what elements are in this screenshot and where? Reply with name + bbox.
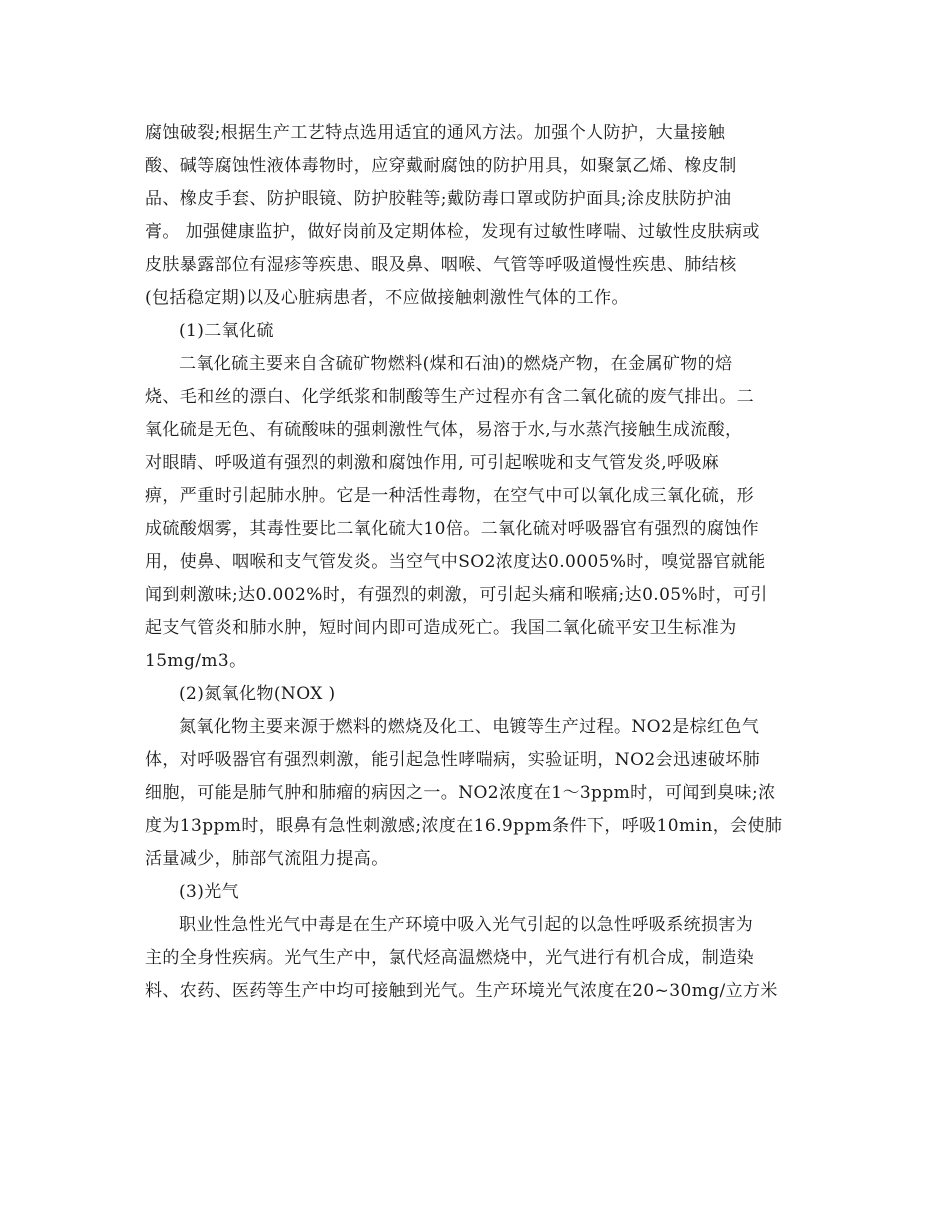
paragraph-line: 膏。 加强健康监护，做好岗前及定期体检，发现有过敏性哮喘、过敏性皮肤病或 <box>145 222 760 242</box>
paragraph-line: 品、橡皮手套、防护眼镜、防护胶鞋等;戴防毒口罩或防护面具;涂皮肤防护油 <box>145 189 732 209</box>
paragraph-line: 闻到刺激味;达0.002%时，有强烈的刺激，可引起头痛和喉痛;达0.05%时，可引 <box>145 585 768 605</box>
paragraph-line: (包括稳定期)以及心脏病患者，不应做接触刺激性气体的工作。 <box>145 288 629 308</box>
paragraph-line: 起支气管炎和肺水肿，短时间内即可造成死亡。我国二氧化硫平安卫生标准为 <box>145 618 737 638</box>
paragraph-line: 成硫酸烟雾，其毒性要比二氧化硫大10倍。二氧化硫对呼吸器官有强烈的腐蚀作 <box>145 519 760 539</box>
paragraph-line: 用，使鼻、咽喉和支气管发炎。当空气中SO2浓度达0.0005%时，嗅觉器官就能 <box>145 552 766 572</box>
paragraph-line: 料、农药、医药等生产中均可接触到光气。生产环境光气浓度在20~30mg/立方米 <box>145 981 778 1001</box>
paragraph-line: 腐蚀破裂;根据生产工艺特点选用适宜的通风方法。加强个人防护，大量接触 <box>145 123 726 143</box>
paragraph-line: 职业性急性光气中毒是在生产环境中吸入光气引起的以急性呼吸系统损害为 <box>179 915 754 935</box>
paragraph-line: 皮肤暴露部位有湿疹等疾患、眼及鼻、咽喉、气管等呼吸道慢性疾患、肺结核 <box>145 255 737 275</box>
section-heading-phosgene: (3)光气 <box>179 882 240 902</box>
paragraph-line: 氧化硫是无色、有硫酸味的强刺激性气体，易溶于水,与水蒸汽接触生成流酸， <box>145 420 743 440</box>
paragraph-line: 对眼睛、呼吸道有强烈的刺激和腐蚀作用, 可引起喉咙和支气管发炎,呼吸麻 <box>145 453 720 473</box>
paragraph-line: 主的全身性疾病。光气生产中，氯代烃高温燃烧中，光气进行有机合成，制造染 <box>145 948 754 968</box>
paragraph-line: 细胞，可能是肺气肿和肺瘤的病因之一。NO2浓度在1～3ppm时，可闻到臭味;浓 <box>145 783 776 803</box>
paragraph-line: 度为13ppm时，眼鼻有急性刺激感;浓度在16.9ppm条件下，呼吸10min，会使肺 <box>145 816 783 836</box>
paragraph-line: 氮氧化物主要来源于燃料的燃烧及化工、电镀等生产过程。NO2是棕红色气 <box>179 717 760 737</box>
paragraph-line: 15mg/m3。 <box>145 651 247 671</box>
paragraph-line: 活量减少，肺部气流阻力提高。 <box>145 849 389 869</box>
section-heading-sulfur-dioxide: (1)二氧化硫 <box>179 321 274 341</box>
paragraph-line: 痹，严重时引起肺水肿。它是一种活性毒物，在空气中可以氧化成三氧化硫，形 <box>145 486 754 506</box>
section-heading-nitrogen-oxides: (2)氮氧化物(NOX ) <box>179 684 336 704</box>
paragraph-line: 酸、碱等腐蚀性液体毒物时，应穿戴耐腐蚀的防护用具，如聚氯乙烯、橡皮制 <box>145 156 737 176</box>
paragraph-line: 烧、毛和丝的漂白、化学纸浆和制酸等生产过程亦有含二氧化硫的废气排出。二 <box>145 387 754 407</box>
paragraph-line: 二氧化硫主要来自含硫矿物燃料(煤和石油)的燃烧产物，在金属矿物的焙 <box>179 354 733 374</box>
paragraph-line: 体，对呼吸器官有强烈刺激，能引起急性哮喘病，实验证明，NO2会迅速破坏肺 <box>145 750 761 770</box>
